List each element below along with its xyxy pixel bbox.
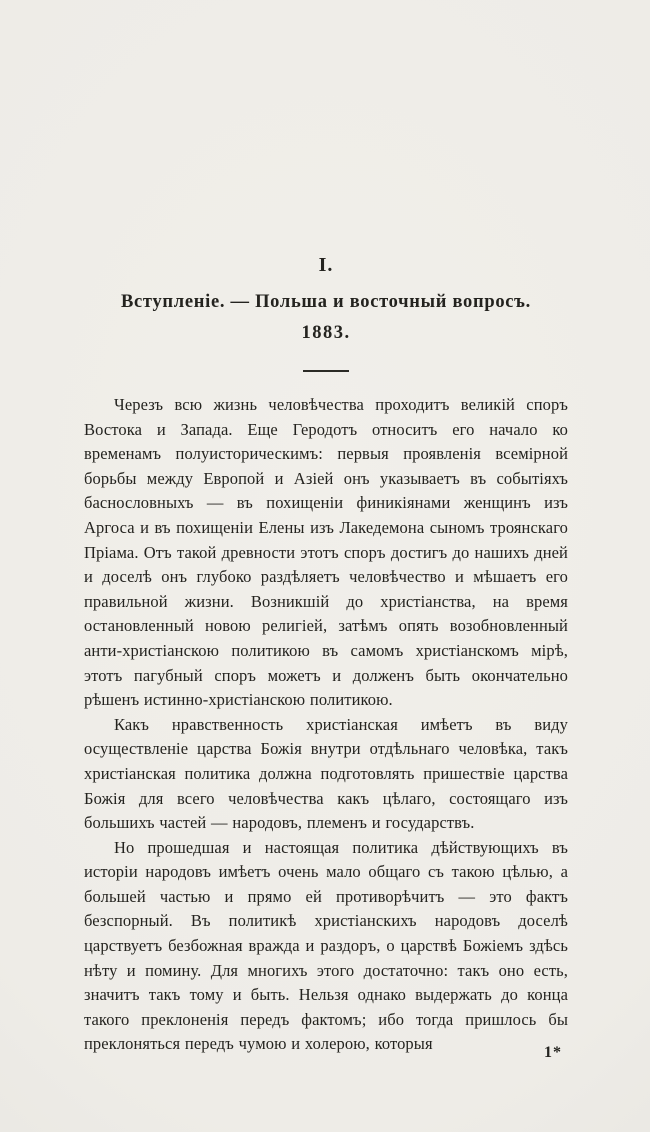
paragraph: Какъ нравственность христіанская имѣетъ въ виду осуществленіе царства Божія внутри отдѣльнаго человѣка, такъ христіанская политика должна подготовлять пришествіе царства Божія для всего человѣчества какъ цѣлаго, состоящаго изъ большихъ частей — народовъ, племенъ и государствъ. [84,714,568,833]
body-text [84,393,568,1057]
signature-mark: 1* [544,1044,562,1061]
page-content [84,0,568,1057]
chapter-title: Вступленіе. — Польша и восточный вопросъ. [120,292,531,312]
section-divider [303,370,349,372]
chapter-year: 1883. [301,323,351,343]
paragraph: Черезъ всю жизнь человѣчества проходитъ великій споръ Востока и Запада. Еще Геродотъ относитъ его начало ко временамъ полуисторическимъ: первыя проявленія всемірной борьбы между Европой и Азіей онъ указываетъ въ событіяхъ баснословныхъ — въ похищеніи финикіянами женщинъ изъ Аргоса и въ похищеніи Елены изъ Лакедемона сыномъ троянскаго Пріама. Отъ такой древности этотъ споръ достигъ до нашихъ дней и доселѣ онъ глубоко раздѣляетъ человѣчество и мѣшаетъ его правильной жизни. Возникшій до христіанства, на время остановленный новою религіей, затѣмъ опять возобновленный анти-христіанскою политикою въ самомъ христіанскомъ мірѣ, этотъ пагубный споръ можетъ и долженъ быть окончательно рѣшенъ истинно-христіанскою политикою. [84,395,568,710]
chapter-number: I. [318,254,334,276]
paragraph: Но прошедшая и настоящая политика дѣйствующихъ въ исторіи народовъ имѣетъ очень мало общаго съ такою цѣлью, а большей частью и прямо ей противорѣчитъ — это фактъ безспорный. Въ политикѣ христіанскихъ народовъ доселѣ царствуетъ безбожная вражда и раздоръ, о царствѣ Божіемъ здѣсь нѣту и помину. Для многихъ этого достаточно: такъ оно есть, значитъ такъ тому и быть. Нельзя однако выдержать до конца такого преклоненія передъ фактомъ; ибо тогда пришлось бы преклоняться передъ чумою и холерою, которыя [84,837,568,1054]
